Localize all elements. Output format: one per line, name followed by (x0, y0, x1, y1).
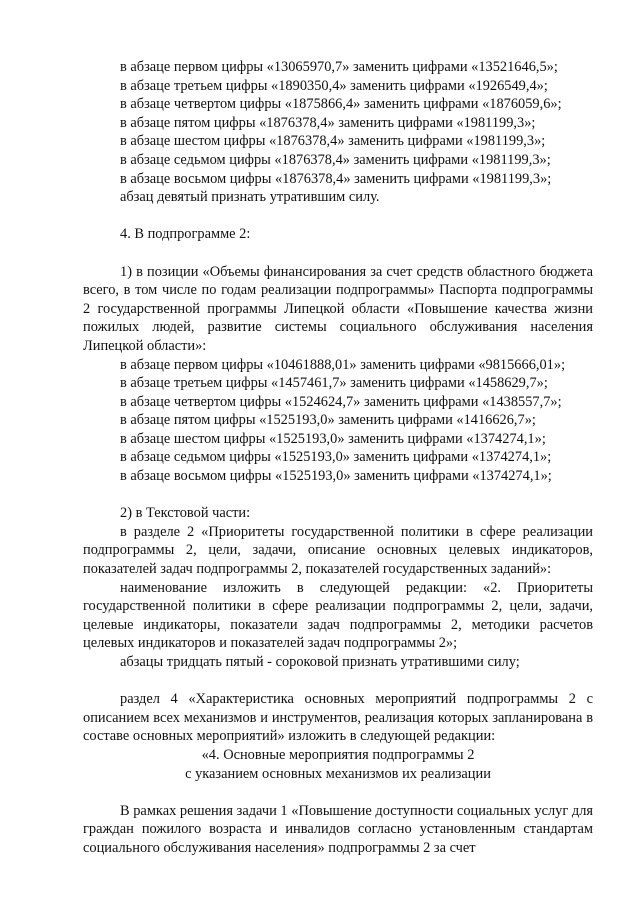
section-4-intro: раздел 4 «Характеристика основных мероприятий подпрограммы 2 с описанием всех механизмов и инструментов, реализация которых запланирована в составе основных мероприятий» изложить в следующей редакции: (83, 691, 593, 745)
document-page (83, 58, 593, 858)
item-2-heading: 2) в Текстовой части: (120, 505, 251, 522)
amendments-list-1 (83, 58, 593, 207)
amendment-line: в абзаце восьмом цифры «1525193,0» заменить цифрами «1374274,1»; (120, 468, 552, 485)
amendment-line: в абзаце третьем цифры «1457461,7» заменить цифрами «1458629,7»; (120, 375, 548, 392)
amendment-line: в абзаце третьем цифры «1890350,4» заменить цифрами «1926549,4»; (120, 77, 548, 94)
new-section-subheading: с указанием основных механизмов их реализации (185, 765, 491, 782)
new-section-heading: «4. Основные мероприятия подпрограммы 2 (201, 746, 475, 763)
amendment-line: в абзаце восьмом цифры «1876378,4» заменить цифрами «1981199,3»; (120, 170, 552, 187)
amendment-line: абзац девятый признать утратившим силу. (120, 189, 380, 206)
amendment-line: в абзаце первом цифры «10461888,01» заменить цифрами «9815666,01»; (120, 356, 566, 373)
body-paragraph: В рамках решения задачи 1 «Повышение доступности социальных услуг для граждан пожилого возраста и инвалидов согласно установленным стандартам социального обслуживания населения» подпрограммы 2 за счет (83, 802, 593, 856)
amendment-line: в абзаце шестом цифры «1525193,0» заменить цифрами «1374274,1»; (120, 430, 546, 447)
amendment-line: в абзаце пятом цифры «1525193,0» заменить цифрами «1416626,7»; (120, 412, 536, 429)
amendment-line: в абзаце четвертом цифры «1875866,4» заменить цифрами «1876059,6»; (120, 96, 562, 113)
amendment-line: в абзаце седьмом цифры «1525193,0» заменить цифрами «1374274,1»; (120, 449, 552, 466)
amendment-line: в абзаце первом цифры «13065970,7» заменить цифрами «13521646,5»; (120, 59, 558, 75)
amendment-line: в абзаце пятом цифры «1876378,4» заменить цифрами «1981199,3»; (120, 114, 536, 131)
item-2-paragraph: наименование изложить в следующей редакции: «2. Приоритеты государственной политики в сфере реализации подпрограммы 2, цели, задачи, целевые индикаторы, показатели задач подпрограммы 2, методики расчетов целевых индикаторов и показателей задач подпрограммы 2»; (83, 579, 593, 652)
amendment-line: в абзаце шестом цифры «1876378,4» заменить цифрами «1981199,3»; (120, 133, 546, 150)
amendment-line: в абзаце седьмом цифры «1876378,4» заменить цифрами «1981199,3»; (120, 151, 551, 168)
item-1-intro: 1) в позиции «Объемы финансирования за счет средств областного бюджета всего, в том числе по годам реализации подпрограммы» Паспорта подпрограммы 2 государственной программы Липецкой области «Повышение качества жизни пожилых людей, развитие системы социального обслуживания населения Липецкой области»: (83, 263, 593, 354)
item-2-paragraph: в разделе 2 «Приоритеты государственной политики в сфере реализации подпрограммы 2, цели, задачи, описание основных целевых индикаторов, показателей задач подпрограммы 2, показателей государственных заданий»: (83, 523, 593, 578)
item-2-paragraph: абзацы тридцать пятый - сороковой признать утратившими силу; (120, 654, 520, 670)
amendments-list-2 (83, 356, 593, 486)
amendment-line: в абзаце четвертом цифры «1524624,7» заменить цифрами «1438557,7»; (120, 393, 562, 410)
section-heading: 4. В подпрограмме 2: (120, 226, 251, 243)
